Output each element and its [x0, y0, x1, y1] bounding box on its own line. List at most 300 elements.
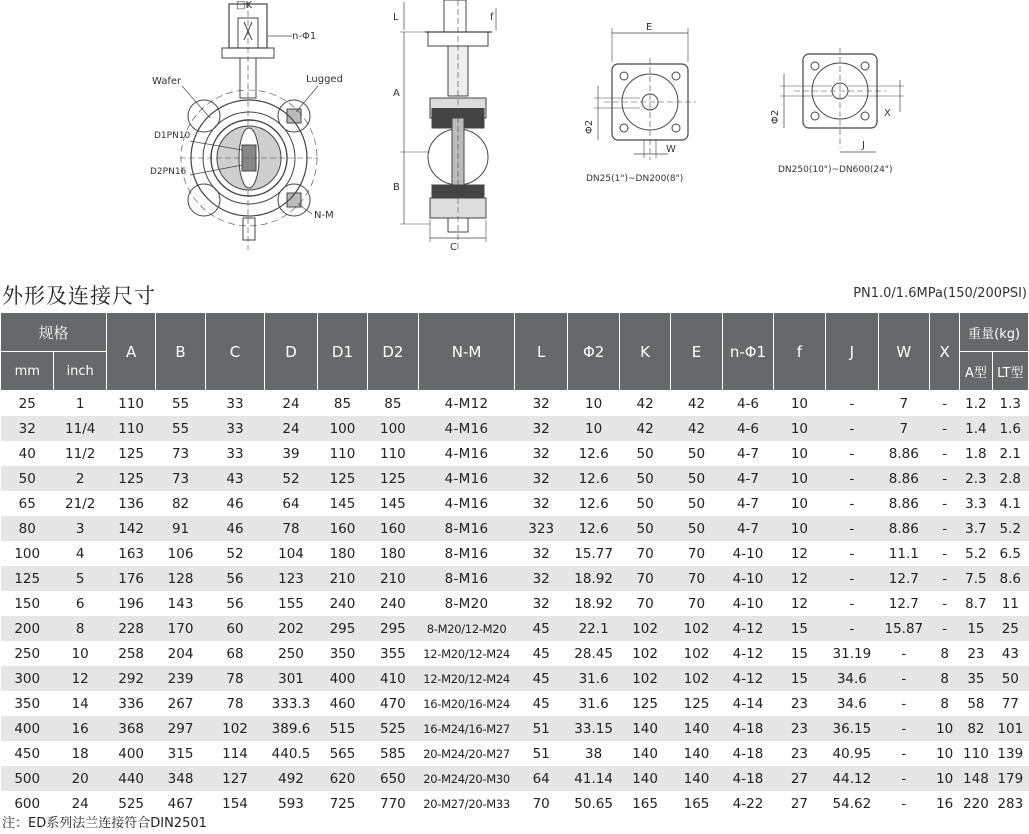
table-cell: - — [826, 541, 878, 566]
table-row — [1, 566, 1029, 591]
table-cell: 8-M16 — [418, 566, 515, 591]
table-cell: 202 — [265, 616, 317, 641]
table-cell: 128 — [156, 566, 205, 591]
table-cell: 8.86 — [878, 441, 929, 466]
table-cell: 38 — [567, 741, 619, 766]
table-cell: 176 — [106, 566, 155, 591]
table-cell: 70 — [620, 541, 670, 566]
table-row — [1, 766, 1029, 791]
footnote: 注：ED系列法兰连接符合DIN2501 — [2, 816, 207, 831]
table-cell: 25 — [1, 391, 54, 417]
table-cell: 16-M20/16-M24 — [418, 691, 515, 716]
table-cell: 34.6 — [826, 691, 878, 716]
table-cell: 1.6 — [992, 416, 1028, 441]
table-cell: 323 — [515, 516, 567, 541]
table-row — [1, 441, 1029, 466]
table-cell: 440.5 — [265, 741, 317, 766]
table-cell: 4-18 — [723, 741, 773, 766]
table-cell: 140 — [670, 716, 722, 741]
table-row — [1, 716, 1029, 741]
table-cell: 100 — [317, 416, 367, 441]
table-cell: 102 — [670, 641, 722, 666]
table-cell: 160 — [368, 516, 418, 541]
table-cell: 125 — [106, 466, 155, 491]
table-cell: 15 — [773, 641, 825, 666]
table-cell: 8 — [930, 641, 960, 666]
table-cell: 148 — [960, 766, 992, 791]
label-d1: D1PN10 — [154, 131, 191, 141]
table-cell: 10 — [54, 641, 106, 666]
table-cell: 140 — [620, 766, 670, 791]
table-cell: 155 — [265, 591, 317, 616]
table-cell: 32 — [515, 491, 567, 516]
table-cell: 770 — [368, 791, 418, 816]
table-cell: 68 — [205, 641, 265, 666]
table-cell: 50 — [620, 516, 670, 541]
table-cell: 4-10 — [723, 591, 773, 616]
table-cell: 4-22 — [723, 791, 773, 816]
table-cell: 12.6 — [567, 516, 619, 541]
table-cell: - — [930, 416, 960, 441]
table-cell: - — [930, 466, 960, 491]
header-col-c: C — [205, 313, 265, 391]
label-e: E — [646, 22, 653, 33]
label-wafer: Wafer — [152, 76, 182, 87]
table-cell: 77 — [992, 691, 1028, 716]
table-cell: 5 — [54, 566, 106, 591]
table-cell: 23 — [773, 691, 825, 716]
label-k: □K — [236, 0, 253, 11]
table-cell: 27 — [773, 791, 825, 816]
table-cell: 125 — [368, 466, 418, 491]
table-cell: 8.86 — [878, 516, 929, 541]
table-cell: 91 — [156, 516, 205, 541]
table-cell: 1.8 — [960, 441, 992, 466]
table-cell: 5.2 — [992, 516, 1028, 541]
table-cell: 16-M24/16-M27 — [418, 716, 515, 741]
table-cell: 23 — [773, 716, 825, 741]
table-cell: 65 — [1, 491, 54, 516]
label-l: L — [393, 12, 399, 23]
table-cell: 180 — [368, 541, 418, 566]
table-cell: 33 — [205, 416, 265, 441]
table-cell: 11/2 — [54, 441, 106, 466]
table-cell: 110 — [106, 391, 155, 417]
table-cell: 23 — [773, 741, 825, 766]
header-col-x: X — [930, 313, 960, 391]
table-cell: 10 — [567, 391, 619, 417]
table-cell: 33 — [205, 391, 265, 417]
table-cell: 10 — [773, 441, 825, 466]
table-cell: - — [930, 491, 960, 516]
table-cell: 70 — [515, 791, 567, 816]
table-cell: 4.1 — [992, 491, 1028, 516]
table-cell: - — [878, 716, 929, 741]
table-cell: 14 — [54, 691, 106, 716]
table-cell: 8-M20 — [418, 591, 515, 616]
table-cell: 350 — [1, 691, 54, 716]
table-cell: 32 — [515, 541, 567, 566]
caption-large-flange: DN250(10")~DN600(24") — [778, 165, 893, 175]
table-cell: 58 — [960, 691, 992, 716]
table-cell: 525 — [368, 716, 418, 741]
header-mm: mm — [1, 352, 54, 391]
table-cell: 2.1 — [992, 441, 1028, 466]
table-cell: 46 — [205, 516, 265, 541]
table-cell: 42 — [620, 391, 670, 417]
table-cell: 725 — [317, 791, 367, 816]
table-cell: 125 — [670, 691, 722, 716]
table-cell: 4-M12 — [418, 391, 515, 417]
table-cell: 18.92 — [567, 566, 619, 591]
table-cell: 1.3 — [992, 391, 1028, 417]
table-cell: - — [826, 591, 878, 616]
table-cell: 140 — [620, 741, 670, 766]
table-cell: 620 — [317, 766, 367, 791]
table-cell: - — [878, 741, 929, 766]
table-cell: 12-M20/12-M24 — [418, 641, 515, 666]
table-cell: 297 — [156, 716, 205, 741]
table-cell: 102 — [670, 616, 722, 641]
technical-drawing — [0, 0, 1029, 262]
table-cell: 8.86 — [878, 466, 929, 491]
table-cell: 106 — [156, 541, 205, 566]
table-cell: 2.8 — [992, 466, 1028, 491]
table-cell: 140 — [620, 716, 670, 741]
table-cell: 32 — [515, 566, 567, 591]
table-cell: 70 — [670, 566, 722, 591]
table-cell: 150 — [1, 591, 54, 616]
table-cell: 110 — [368, 441, 418, 466]
table-cell: - — [930, 566, 960, 591]
table-cell: 110 — [960, 741, 992, 766]
table-cell: 39 — [265, 441, 317, 466]
table-cell: 8-M16 — [418, 541, 515, 566]
table-cell: 6 — [54, 591, 106, 616]
table-cell: 44.12 — [826, 766, 878, 791]
table-cell: 12.6 — [567, 441, 619, 466]
table-cell: 10 — [930, 716, 960, 741]
table-cell: 267 — [156, 691, 205, 716]
table-cell: 43 — [992, 641, 1028, 666]
table-cell: 336 — [106, 691, 155, 716]
table-cell: - — [930, 591, 960, 616]
header-col-l: L — [515, 313, 567, 391]
table-cell: 4 — [54, 541, 106, 566]
table-cell: 7.5 — [960, 566, 992, 591]
table-cell: 127 — [205, 766, 265, 791]
table-cell: 450 — [1, 741, 54, 766]
table-cell: 10 — [567, 416, 619, 441]
table-cell: 515 — [317, 716, 367, 741]
table-cell: 140 — [670, 741, 722, 766]
table-cell: 20 — [54, 766, 106, 791]
table-row — [1, 616, 1029, 641]
table-cell: 12.7 — [878, 591, 929, 616]
table-cell: 12-M20/12-M24 — [418, 666, 515, 691]
table-cell: 8 — [930, 691, 960, 716]
header-col-w: W — [878, 313, 929, 391]
table-cell: 4-10 — [723, 566, 773, 591]
header-col-n-phi1: n-Φ1 — [723, 313, 773, 391]
table-cell: 15 — [773, 666, 825, 691]
table-cell: 12.6 — [567, 466, 619, 491]
table-cell: 400 — [1, 716, 54, 741]
table-row — [1, 416, 1029, 441]
table-cell: 8.86 — [878, 491, 929, 516]
table-cell: 8.6 — [992, 566, 1028, 591]
table-cell: 12.7 — [878, 566, 929, 591]
table-cell: 32 — [515, 416, 567, 441]
table-cell: 565 — [317, 741, 367, 766]
table-cell: 163 — [106, 541, 155, 566]
table-cell: 1.2 — [960, 391, 992, 417]
table-cell: 139 — [992, 741, 1028, 766]
table-cell: 15.77 — [567, 541, 619, 566]
table-cell: 240 — [317, 591, 367, 616]
table-cell: 54.62 — [826, 791, 878, 816]
table-cell: 4-M16 — [418, 416, 515, 441]
table-cell: 239 — [156, 666, 205, 691]
table-cell: 136 — [106, 491, 155, 516]
table-cell: 100 — [368, 416, 418, 441]
table-cell: 315 — [156, 741, 205, 766]
table-cell: 2 — [54, 466, 106, 491]
table-cell: 295 — [368, 616, 418, 641]
table-cell: 82 — [960, 716, 992, 741]
header-col-phi2: Φ2 — [567, 313, 619, 391]
label-x: X — [884, 108, 891, 119]
table-cell: 11.1 — [878, 541, 929, 566]
table-cell: 73 — [156, 466, 205, 491]
table-cell: 350 — [317, 641, 367, 666]
table-row — [1, 516, 1029, 541]
caption-small-flange: DN25(1")~DN200(8") — [586, 174, 684, 184]
label-f: f — [490, 12, 494, 23]
table-cell: 220 — [960, 791, 992, 816]
table-cell: 3.7 — [960, 516, 992, 541]
title-row — [0, 276, 1029, 310]
table-cell: - — [930, 391, 960, 417]
table-cell: 78 — [205, 691, 265, 716]
table-cell: 292 — [106, 666, 155, 691]
table-cell: 40.95 — [826, 741, 878, 766]
table-cell: 4-12 — [723, 616, 773, 641]
table-cell: 12 — [54, 666, 106, 691]
header-weight: 重量(kg) — [960, 313, 1029, 352]
table-cell: 4-14 — [723, 691, 773, 716]
table-cell: 45 — [515, 616, 567, 641]
table-cell: 7 — [878, 416, 929, 441]
table-cell: 32 — [515, 441, 567, 466]
table-cell: 10 — [773, 416, 825, 441]
header-col-e: E — [670, 313, 722, 391]
label-phi2-large: Φ2 — [770, 109, 781, 124]
table-cell: 7 — [878, 391, 929, 417]
table-cell: 240 — [368, 591, 418, 616]
table-cell: 12.6 — [567, 491, 619, 516]
table-cell: 22.1 — [567, 616, 619, 641]
table-cell: 125 — [317, 466, 367, 491]
table-cell: 82 — [156, 491, 205, 516]
table-cell: 470 — [368, 691, 418, 716]
table-cell: 114 — [205, 741, 265, 766]
table-cell: 50 — [620, 466, 670, 491]
table-cell: 11 — [992, 591, 1028, 616]
table-cell: 142 — [106, 516, 155, 541]
table-cell: - — [878, 766, 929, 791]
table-cell: - — [878, 641, 929, 666]
table-cell: 32 — [515, 391, 567, 417]
table-cell: 258 — [106, 641, 155, 666]
table-cell: 196 — [106, 591, 155, 616]
table-cell: 64 — [265, 491, 317, 516]
table-cell: - — [826, 566, 878, 591]
table-row — [1, 591, 1029, 616]
table-cell: 4-10 — [723, 541, 773, 566]
table-cell: 4-12 — [723, 666, 773, 691]
table-cell: 593 — [265, 791, 317, 816]
table-cell: 460 — [317, 691, 367, 716]
table-cell: 3 — [54, 516, 106, 541]
label-w: W — [666, 144, 676, 155]
table-cell: 50 — [620, 491, 670, 516]
table-cell: 70 — [620, 591, 670, 616]
table-cell: 3.3 — [960, 491, 992, 516]
table-cell: 25 — [992, 616, 1028, 641]
header-col-a: A — [106, 313, 155, 391]
table-cell: 10 — [773, 491, 825, 516]
table-cell: 31.19 — [826, 641, 878, 666]
table-cell: 250 — [265, 641, 317, 666]
label-c: C — [450, 242, 457, 253]
table-cell: 110 — [317, 441, 367, 466]
label-n-phi1: n-Φ1 — [292, 31, 317, 42]
table-cell: - — [826, 516, 878, 541]
table-cell: 123 — [265, 566, 317, 591]
table-cell: 600 — [1, 791, 54, 816]
table-cell: 21/2 — [54, 491, 106, 516]
table-cell: 24 — [54, 791, 106, 816]
table-cell: 210 — [368, 566, 418, 591]
table-cell: 102 — [620, 641, 670, 666]
table-cell: 50 — [670, 516, 722, 541]
table-cell: 50.65 — [567, 791, 619, 816]
table-cell: 250 — [1, 641, 54, 666]
table-cell: 42 — [670, 391, 722, 417]
table-cell: 6.5 — [992, 541, 1028, 566]
table-cell: 56 — [205, 566, 265, 591]
table-cell: 16 — [930, 791, 960, 816]
label-phi2-small: Φ2 — [584, 119, 595, 134]
label-j: J — [862, 140, 865, 151]
table-cell: 228 — [106, 616, 155, 641]
table-cell: 70 — [670, 591, 722, 616]
table-cell: 467 — [156, 791, 205, 816]
table-cell: - — [826, 391, 878, 417]
header-a-type: A型 — [960, 352, 992, 391]
table-cell: 70 — [620, 566, 670, 591]
table-cell: 140 — [670, 766, 722, 791]
table-cell: 5.2 — [960, 541, 992, 566]
table-cell: 8-M20/12-M20 — [418, 616, 515, 641]
table-cell: 36.15 — [826, 716, 878, 741]
table-cell: - — [826, 466, 878, 491]
table-cell: 46 — [205, 491, 265, 516]
table-cell: - — [930, 441, 960, 466]
table-cell: - — [826, 616, 878, 641]
table-cell: 300 — [1, 666, 54, 691]
table-cell: 35 — [960, 666, 992, 691]
table-cell: 179 — [992, 766, 1028, 791]
table-cell: 52 — [205, 541, 265, 566]
table-cell: 204 — [156, 641, 205, 666]
header-col-k: K — [620, 313, 670, 391]
table-cell: 50 — [670, 466, 722, 491]
table-cell: 125 — [1, 566, 54, 591]
table-cell: 27 — [773, 766, 825, 791]
table-cell: 650 — [368, 766, 418, 791]
table-row — [1, 741, 1029, 766]
table-row — [1, 666, 1029, 691]
table-cell: 4-18 — [723, 766, 773, 791]
table-row — [1, 691, 1029, 716]
table-cell: 500 — [1, 766, 54, 791]
table-cell: 70 — [670, 541, 722, 566]
table-cell: 40 — [1, 441, 54, 466]
table-cell: 180 — [317, 541, 367, 566]
table-cell: 42 — [670, 416, 722, 441]
top-flange-small-drawing — [594, 28, 696, 160]
label-nm: N-M — [314, 210, 334, 221]
table-cell: 8 — [930, 666, 960, 691]
table-row — [1, 491, 1029, 516]
table-cell: - — [826, 491, 878, 516]
table-cell: 100 — [1, 541, 54, 566]
table-cell: 34.6 — [826, 666, 878, 691]
table-cell: 165 — [620, 791, 670, 816]
table-cell: 55 — [156, 416, 205, 441]
table-cell: 400 — [106, 741, 155, 766]
table-cell: 4-7 — [723, 466, 773, 491]
table-cell: 8-M16 — [418, 516, 515, 541]
table-cell: 355 — [368, 641, 418, 666]
table-cell: 4-18 — [723, 716, 773, 741]
table-cell: - — [878, 691, 929, 716]
table-cell: 78 — [265, 516, 317, 541]
table-cell: 45 — [515, 691, 567, 716]
table-cell: 4-M16 — [418, 441, 515, 466]
table-cell: 10 — [773, 466, 825, 491]
header-col-d2: D2 — [368, 313, 418, 391]
dimensions-table — [0, 312, 1029, 816]
table-cell: 4-7 — [723, 516, 773, 541]
table-cell: 42 — [620, 416, 670, 441]
table-cell: 15 — [960, 616, 992, 641]
page-title: 外形及连接尺寸 — [2, 284, 156, 308]
table-cell: 10 — [773, 391, 825, 417]
table-cell: 295 — [317, 616, 367, 641]
table-cell: 45 — [515, 641, 567, 666]
table-cell: 51 — [515, 741, 567, 766]
table-row — [1, 391, 1029, 417]
table-cell: 1.4 — [960, 416, 992, 441]
table-cell: 160 — [317, 516, 367, 541]
label-lugged: Lugged — [306, 74, 343, 85]
table-cell: 410 — [368, 666, 418, 691]
label-b: B — [393, 182, 400, 193]
table-cell: 368 — [106, 716, 155, 741]
